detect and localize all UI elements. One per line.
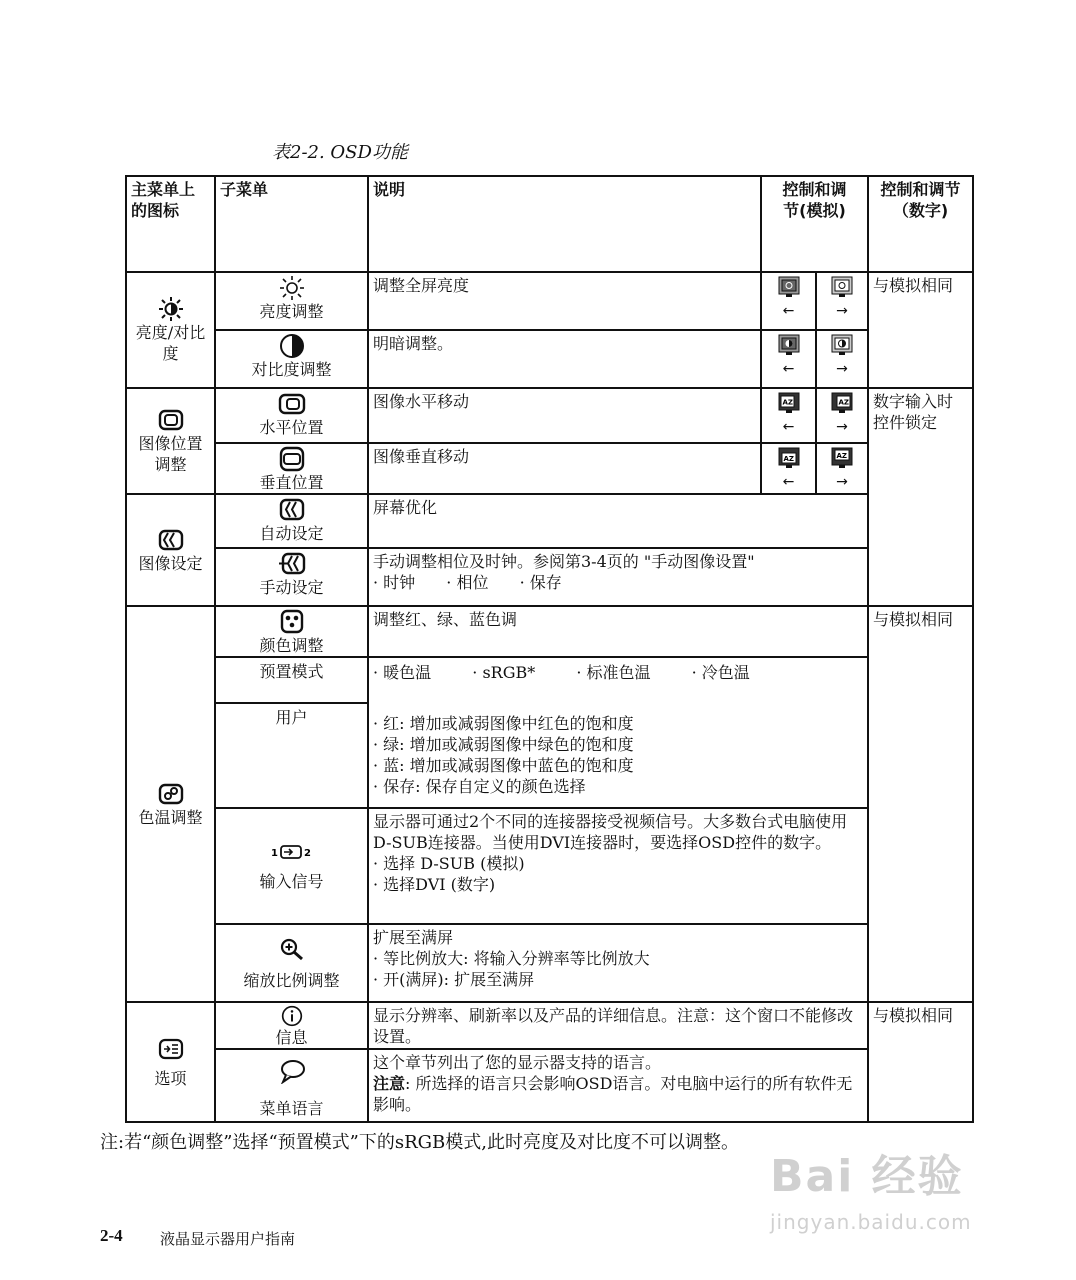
manual-item-phase: · 相位	[446, 573, 488, 592]
sub-menu-label: 缩放比例调整	[243, 970, 340, 990]
input-label-1: 1	[270, 847, 278, 859]
preset-cool: · 冷色温	[692, 662, 750, 683]
page-number: 2-4	[100, 1226, 123, 1245]
main-menu-label: 亮度/对比 度	[135, 323, 206, 363]
header-description: 说明	[367, 175, 762, 273]
preset-srgb: · sRGB*	[472, 662, 535, 683]
sub-menu-label: 菜单语言	[259, 1099, 324, 1118]
input-item-dsub: · 选择 D-SUB (模拟)	[373, 853, 863, 874]
sub-menu-v-position	[214, 442, 369, 495]
watermark	[770, 1140, 972, 1234]
manual-item-clock: · 时钟	[373, 573, 415, 592]
color-temperature-icon	[157, 781, 185, 807]
sub-menu-auto	[214, 493, 369, 549]
digital-brightness: 与模拟相同	[867, 271, 974, 389]
analog-contrast-decrease	[760, 329, 817, 389]
sub-menu-brightness	[214, 271, 369, 331]
sub-menu-info	[214, 1001, 369, 1050]
preset-warm: · 暖色温	[373, 662, 431, 683]
main-menu-label: 图像位置 调整	[138, 434, 203, 474]
desc-brightness: 调整全屏亮度	[367, 271, 762, 331]
color-adjust-icon	[278, 609, 306, 635]
az-label: AZ	[782, 398, 793, 407]
watermark-url: jingyan.baidu.com	[770, 1210, 972, 1234]
auto-setup-icon	[278, 497, 306, 523]
right-arrow-icon: →	[836, 419, 848, 435]
header-digital-control: 控制和调节 （数字)	[867, 175, 974, 273]
user-item-green: · 绿: 增加或减弱图像中绿色的饱和度	[373, 734, 863, 755]
sub-menu-user: 用户	[214, 702, 369, 809]
header-analog-control: 控制和调 节(模拟)	[760, 175, 869, 273]
sub-menu-label: 自动设定	[259, 524, 324, 543]
az-label: AZ	[783, 455, 794, 463]
main-menu-options	[125, 1001, 216, 1123]
desc-language	[367, 1048, 869, 1123]
footnote: 注:若“颜色调整”选择“预置模式”下的sRGB模式,此时亮度及对比度不可以调整。	[100, 1132, 739, 1153]
desc-preset-user	[367, 656, 869, 809]
desc-h-position: 图像水平移动	[367, 387, 762, 444]
right-arrow-icon: →	[836, 303, 848, 319]
horizontal-position-icon	[278, 391, 306, 417]
az-label: AZ	[838, 398, 849, 407]
desc-contrast: 明暗调整。	[367, 329, 762, 389]
sub-menu-label: 垂直位置	[259, 473, 324, 492]
left-arrow-icon: ←	[782, 303, 795, 319]
preset-standard: · 标准色温	[576, 662, 650, 683]
speech-bubble-icon	[278, 1058, 306, 1084]
desc-info: 显示分辨率、刷新率以及产品的详细信息。注意：这个窗口不能修改设置。	[367, 1001, 869, 1050]
input-signal-icon	[270, 841, 314, 863]
vertical-position-icon	[278, 446, 306, 472]
manual-items	[373, 572, 863, 593]
manual-setup-icon	[278, 551, 306, 577]
osd-function-table	[125, 175, 974, 1123]
desc-v-position: 图像垂直移动	[367, 442, 762, 495]
main-menu-image-position	[125, 387, 216, 495]
image-position-icon	[157, 407, 185, 433]
sub-menu-scaling	[214, 923, 369, 1003]
analog-h-position-right	[815, 387, 869, 444]
user-items	[373, 713, 863, 797]
sub-menu-color-adjust	[214, 605, 369, 658]
main-menu-image-setup	[125, 493, 216, 607]
desc-auto: 屏幕优化	[367, 493, 869, 549]
brightness-contrast-icon	[157, 296, 185, 322]
monitor-contrast-light-icon	[831, 334, 853, 356]
sub-menu-label: 手动设定	[259, 578, 324, 597]
user-item-red: · 红: 增加或减弱图像中红色的饱和度	[373, 713, 863, 734]
sun-icon	[278, 275, 306, 301]
desc-scaling	[367, 923, 869, 1003]
input-label-2: 2	[303, 847, 311, 859]
options-icon	[157, 1036, 185, 1062]
monitor-az-right-icon	[831, 392, 853, 414]
sub-menu-label: 颜色调整	[259, 636, 324, 655]
desc-manual	[367, 547, 869, 607]
sub-menu-label: 水平位置	[259, 418, 324, 437]
analog-v-position-up	[815, 442, 869, 495]
image-setup-icon	[157, 527, 185, 553]
monitor-sun-light-icon	[831, 276, 853, 298]
right-arrow-icon: →	[836, 474, 848, 490]
zoom-in-icon	[278, 936, 306, 962]
main-menu-color	[125, 605, 216, 1003]
left-arrow-icon: ←	[782, 361, 795, 377]
scaling-item-full: · 开(满屏): 扩展至满屏	[373, 969, 863, 990]
main-menu-label: 色温调整	[138, 807, 203, 827]
analog-v-position-down	[760, 442, 817, 495]
main-menu-label: 图像设定	[138, 553, 203, 573]
analog-brightness-increase	[815, 271, 869, 331]
desc-note	[373, 1073, 863, 1115]
left-arrow-icon: ←	[782, 419, 795, 435]
header-sub-menu: 子菜单	[214, 175, 369, 273]
desc-text: 显示器可通过2个不同的连接器接受视频信号。大多数台式电脑使用D-SUB连接器。当使用DVI连接器时，要选择OSD控件的数字。	[373, 812, 848, 852]
note-text: : 所选择的语言只会影响OSD语言。对电脑中运行的所有软件无影响。	[373, 1074, 853, 1114]
sub-menu-h-position	[214, 387, 369, 444]
header-main-menu-icon: 主菜单上 的图标	[125, 175, 216, 273]
monitor-az-down-icon	[778, 447, 800, 469]
right-arrow-icon: →	[836, 361, 848, 377]
note-label: 注意	[373, 1074, 406, 1093]
page-title: 液晶显示器用户指南	[160, 1230, 296, 1248]
monitor-az-up-icon	[831, 447, 853, 469]
sub-menu-label: 输入信号	[259, 871, 324, 891]
monitor-contrast-dark-icon	[778, 334, 800, 356]
main-menu-label: 选项	[154, 1068, 187, 1088]
user-item-blue: · 蓝: 增加或减弱图像中蓝色的饱和度	[373, 755, 863, 776]
digital-locked: 数字输入时控件锁定	[867, 387, 974, 1123]
desc-line: 手动调整相位及时钟。参阅第3-4页的 "手动图像设置"	[373, 552, 755, 571]
user-item-save: · 保存: 保存自定义的颜色选择	[373, 776, 863, 797]
main-menu-brightness-contrast	[125, 271, 216, 389]
sub-menu-manual	[214, 547, 369, 607]
digital-color: 与模拟相同	[867, 605, 974, 1003]
analog-brightness-decrease	[760, 271, 817, 331]
desc-color-adjust: 调整红、绿、蓝色调	[367, 605, 869, 658]
az-label: AZ	[836, 452, 847, 460]
input-item-dvi: · 选择DVI (数字)	[373, 874, 863, 895]
sub-menu-contrast	[214, 329, 369, 389]
sub-menu-label: 对比度调整	[251, 360, 332, 379]
left-arrow-icon: ←	[782, 474, 795, 490]
info-icon	[278, 1005, 306, 1027]
digital-options: 与模拟相同	[867, 1001, 974, 1123]
monitor-az-left-icon	[778, 392, 800, 414]
desc-line: 扩展至满屏	[373, 928, 454, 947]
monitor-sun-dark-icon	[778, 276, 800, 298]
analog-contrast-increase	[815, 329, 869, 389]
sub-menu-label: 信息	[275, 1028, 308, 1047]
table-caption: 表2-2. OSD功能	[272, 142, 408, 163]
desc-line: 这个章节列出了您的显示器支持的语言。	[373, 1053, 662, 1072]
contrast-icon	[278, 333, 306, 359]
sub-menu-input-signal	[214, 807, 369, 925]
watermark-brand: Bai 经验	[770, 1151, 964, 1202]
sub-menu-language	[214, 1048, 369, 1123]
analog-h-position-left	[760, 387, 817, 444]
desc-input-signal	[367, 807, 869, 925]
sub-menu-preset-mode: 预置模式	[214, 656, 369, 704]
manual-item-save: · 保存	[520, 573, 562, 592]
scaling-item-aspect: · 等比例放大: 将输入分辨率等比例放大	[373, 948, 863, 969]
preset-items	[373, 662, 863, 683]
sub-menu-label: 亮度调整	[259, 302, 324, 321]
